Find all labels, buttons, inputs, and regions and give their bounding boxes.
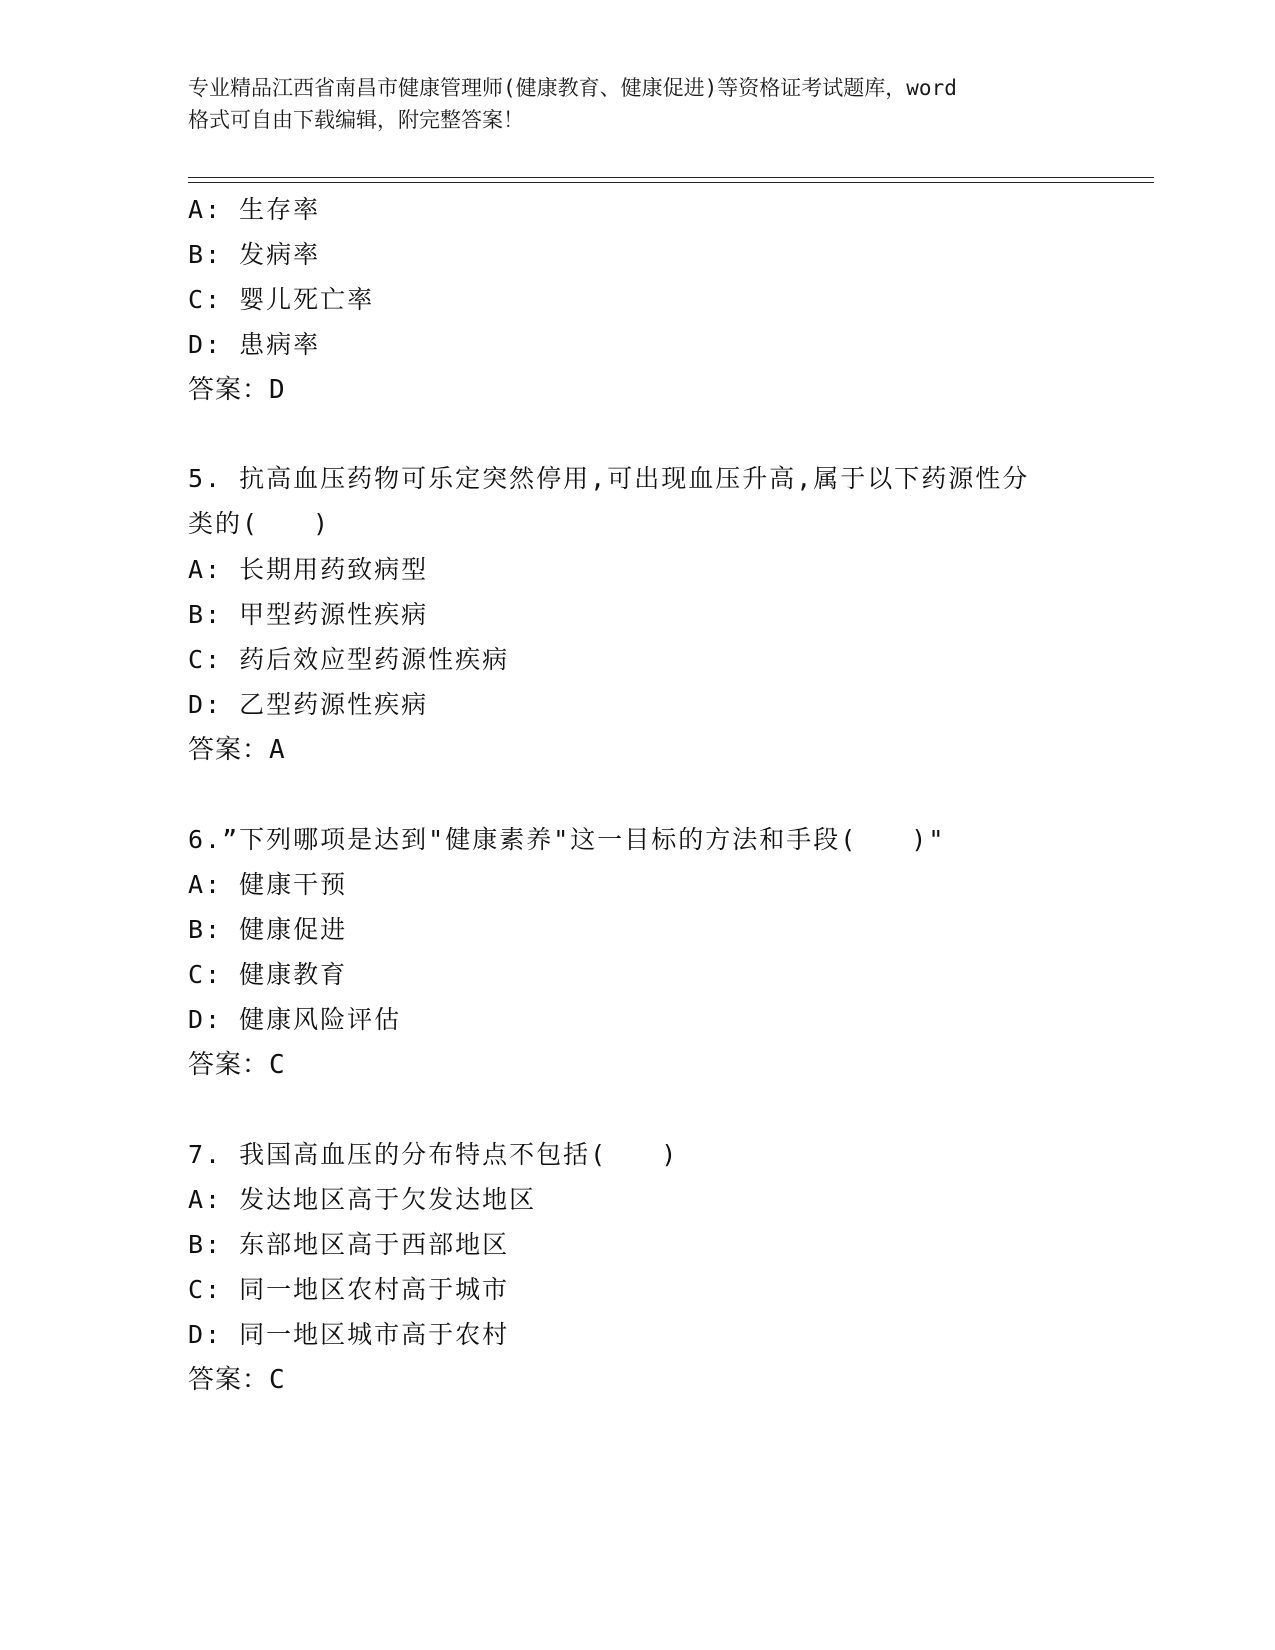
answer-label: 答案： bbox=[188, 375, 270, 405]
q6-option-a: A: 健康干预 bbox=[188, 870, 348, 899]
answer-value: D bbox=[269, 375, 286, 405]
q6-option-b: B: 健康促进 bbox=[188, 915, 348, 944]
q6-question-line-1: 6.”下列哪项是达到"健康素养"这一目标的方法和手段( )" bbox=[188, 825, 946, 854]
q7-option-d: D: 同一地区城市高于农村 bbox=[188, 1320, 510, 1349]
answer-label: 答案： bbox=[188, 735, 270, 765]
q4-option-a: A: 生存率 bbox=[188, 195, 321, 224]
q7-option-c: C: 同一地区农村高于城市 bbox=[188, 1275, 510, 1304]
q7-answer bbox=[188, 1363, 286, 1397]
q4-option-d: D: 患病率 bbox=[188, 330, 321, 359]
q7-option-b: B: 东部地区高于西部地区 bbox=[188, 1230, 510, 1259]
answer-value: C bbox=[269, 1365, 286, 1395]
q6-answer bbox=[188, 1048, 286, 1082]
q5-option-b: B: 甲型药源性疾病 bbox=[188, 600, 429, 629]
q6-option-d: D: 健康风险评估 bbox=[188, 1005, 402, 1034]
q7-question-line-1: 7. 我国高血压的分布特点不包括( ) bbox=[188, 1140, 679, 1169]
q6-option-c: C: 健康教育 bbox=[188, 960, 348, 989]
q4-answer bbox=[188, 373, 286, 407]
q5-option-a: A: 长期用药致病型 bbox=[188, 555, 429, 584]
q5-question-line-2: 类的( ) bbox=[188, 509, 331, 538]
answer-value: A bbox=[269, 735, 286, 765]
answer-value: C bbox=[269, 1050, 286, 1080]
q5-question-line-1: 5. 抗高血压药物可乐定突然停用,可出现血压升高,属于以下药源性分 bbox=[188, 464, 1030, 493]
header-divider-bottom bbox=[188, 182, 1154, 183]
q4-option-c: C: 婴儿死亡率 bbox=[188, 285, 375, 314]
q5-answer bbox=[188, 733, 286, 767]
answer-label: 答案： bbox=[188, 1050, 270, 1080]
header-line-1: 专业精品江西省南昌市健康管理师(健康教育、健康促进)等资格证考试题库，word bbox=[188, 76, 957, 100]
q5-option-d: D: 乙型药源性疾病 bbox=[188, 690, 429, 719]
q5-option-c: C: 药后效应型药源性疾病 bbox=[188, 645, 510, 674]
q4-option-b: B: 发病率 bbox=[188, 240, 321, 269]
q7-option-a: A: 发达地区高于欠发达地区 bbox=[188, 1185, 537, 1214]
header-divider-top bbox=[188, 177, 1154, 178]
answer-label: 答案： bbox=[188, 1365, 270, 1395]
header-line-2: 格式可自由下载编辑，附完整答案！ bbox=[188, 108, 524, 132]
document-header bbox=[188, 72, 1088, 136]
